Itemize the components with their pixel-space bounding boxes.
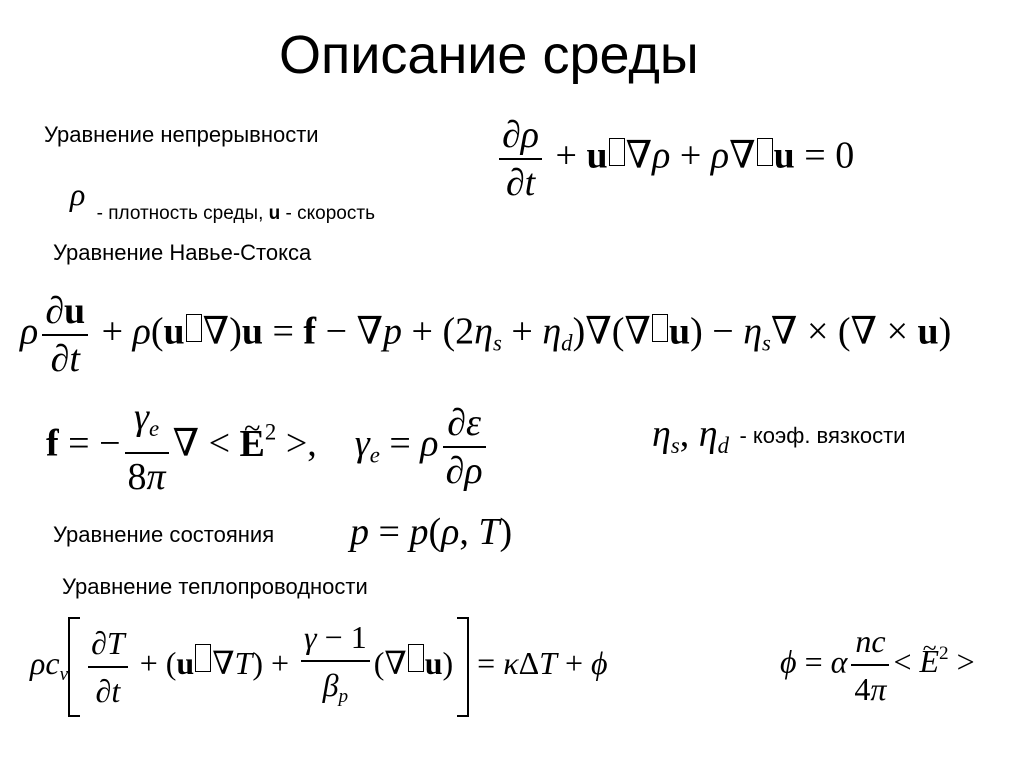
du-dt-fraction: $\frac{\partial u}{\partial t}$	[42, 288, 88, 382]
rho-symbol: ρ	[70, 176, 86, 212]
phi-equation: ϕ = α $\frac{nc}{4\pi}$ < ~ $E^2$ >	[780, 618, 975, 712]
gamma-beta-fraction: $\frac{\gamma - 1}{\beta_p}$	[301, 614, 370, 720]
continuity-note	[70, 178, 375, 228]
continuity-equation: $\frac{\partial\rho}{\partial t}$ + u ∇ρ + ρ∇ u = 0	[495, 112, 854, 206]
navier-stokes-label: Уравнение Навье-Стокса	[53, 240, 312, 265]
dT-dt-fraction: $\frac{\partial T}{\partial t}$	[88, 620, 128, 714]
heat-label: Уравнение теплопроводности	[62, 574, 368, 599]
viscosity-note	[652, 412, 905, 468]
left-bracket	[68, 617, 80, 717]
state-equation: p = p(ρ, T)	[350, 511, 513, 553]
density-note-text: - плотность среды,	[96, 203, 269, 224]
viscosity-note-text: - коэф. вязкости	[739, 423, 906, 448]
continuity-label: Уравнение непрерывности	[44, 122, 319, 147]
deps-drho-fraction: $\frac{\partial\varepsilon}{\partial\rho}$	[443, 400, 486, 494]
velocity-symbol: u	[268, 203, 281, 224]
navier-stokes-equation: ρ $\frac{\partial u}{\partial t}$ + ρ(u $\nabla)u = f - \nabla p + (2\eta_s + \eta_d)\nabla(\nabla$ $u) - \eta_s\nabla$ × (∇ × u)	[20, 290, 952, 380]
right-bracket	[457, 617, 469, 717]
heat-equation: $\rho c_v$ $\frac{\partial T}{\partial t}$ + (u ∇T) + $\frac{\gamma - 1}{\beta_p}$ (∇ u) = κΔT + ϕ	[30, 614, 608, 720]
drho-dt-fraction: $\frac{\partial\rho}{\partial t}$	[499, 112, 542, 206]
nc-4pi-fraction: $\frac{nc}{4\pi}$	[851, 618, 889, 712]
state-label: Уравнение состояния	[53, 522, 275, 547]
velocity-note-text: - скорость	[280, 203, 375, 224]
viscosity-symbols: $\eta_s$, $\eta_d$	[652, 413, 729, 458]
force-equation: f = − $\frac{\gamma_e}{8\pi}$ ∇ < ~ $E^2$ >, $\gamma_e = \rho$ $\frac{\partial\varepsilon}{\partial\rho}$	[46, 394, 490, 500]
page-title: Описание среды	[279, 25, 699, 85]
gamma-8pi-fraction: $\frac{\gamma_e}{8\pi}$	[125, 394, 169, 500]
